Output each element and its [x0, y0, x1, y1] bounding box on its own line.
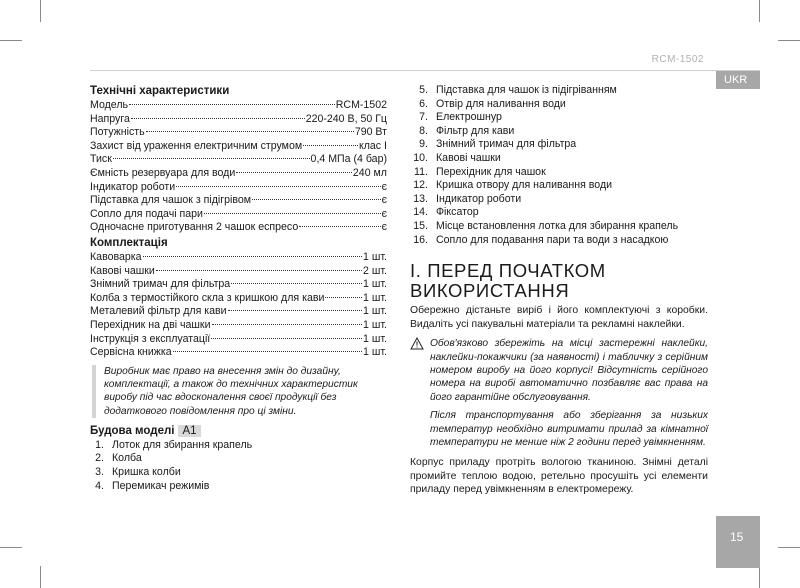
spec-row-value: є — [381, 180, 387, 193]
build-list-left — [90, 439, 387, 493]
build-list-right — [410, 84, 708, 247]
part-name: Індикатор роботи — [436, 192, 522, 205]
part-list-item — [410, 152, 708, 166]
build-title-text: Будова моделі — [90, 424, 175, 437]
kit-row-label: Інструкція з експлуатації — [90, 332, 211, 345]
part-number: 7. — [419, 111, 428, 124]
kit-row-value: 2 шт. — [363, 264, 387, 277]
part-name: Лоток для збирання крапель — [112, 438, 253, 451]
dot-leader — [325, 297, 362, 298]
kit-row-label: Колба з термостійкого скла з кришкою для кави — [90, 291, 325, 304]
final-paragraph: Корпус приладу протріть вологою тканиною. Знімні деталі промийте теплою водою, ретельно просушіть усі елементи приладу перед увімкненням в електромережу. — [410, 457, 708, 496]
part-list-item — [410, 193, 708, 207]
kit-row-label: Перехідник на дві чашки — [90, 318, 211, 331]
spec-row — [90, 126, 387, 140]
kit-row — [90, 292, 387, 306]
dot-leader — [173, 351, 362, 352]
part-list-item — [90, 466, 387, 480]
spec-row — [90, 153, 387, 167]
kit-table — [90, 251, 387, 360]
part-name: Місце встановлення лотка для збирання крапель — [436, 219, 679, 232]
kit-row — [90, 346, 387, 360]
part-name: Кавові чашки — [436, 151, 501, 164]
kit-row — [90, 251, 387, 265]
crop-mark — [0, 40, 22, 41]
left-column — [90, 84, 387, 493]
kit-row-label: Кавові чашки — [90, 264, 155, 277]
spec-row — [90, 99, 387, 113]
build-title — [90, 424, 387, 439]
part-list-item — [90, 439, 387, 453]
kit-row — [90, 265, 387, 279]
part-list-item — [90, 452, 387, 466]
spec-row-value: 0,4 МПа (4 бар) — [310, 153, 387, 166]
spec-row-label: Тиск — [90, 153, 112, 166]
warning-paragraph-1: Обов'язково збережіть на місці застережні наклейки, наклейки-покажчики (за наявності) і табличку з серійним номером виробу на його корпусі! Відсутність серійного номера на виробі автоматично позбавляє вас права на його гарантійне обслуговування. — [430, 338, 708, 403]
part-number: 9. — [419, 138, 428, 151]
spec-row-value: є — [381, 221, 387, 234]
section-title — [410, 261, 708, 301]
kit-row-value: 1 шт. — [363, 346, 387, 359]
crop-mark — [778, 547, 800, 548]
crop-mark — [40, 0, 41, 22]
kit-row-value: 1 шт. — [363, 291, 387, 304]
dot-leader — [176, 186, 380, 187]
header-rule — [90, 70, 760, 71]
section-title-line2: ВИКОРИСТАННЯ — [410, 280, 570, 302]
part-number: 14. — [413, 206, 428, 219]
part-name: Електрошнур — [436, 111, 502, 124]
part-number: 13. — [413, 192, 428, 205]
part-number: 10. — [413, 151, 428, 164]
crop-mark — [0, 547, 22, 548]
dot-leader — [236, 172, 352, 173]
kit-row-value: 1 шт. — [363, 250, 387, 263]
dot-leader — [156, 270, 362, 271]
spec-row — [90, 140, 387, 154]
part-name: Перехідник для чашок — [436, 165, 546, 178]
kit-row — [90, 333, 387, 347]
crop-mark — [40, 566, 41, 588]
warning-paragraph-2: Після транспортування або зберігання за низьких температур необхідно витримати прилад за кімнатної температури не менше ніж 2 години перед увімкненням. — [430, 410, 708, 448]
part-name: Колба — [112, 452, 142, 465]
part-number: 15. — [413, 219, 428, 232]
spec-row-label: Модель — [90, 99, 129, 111]
part-list-item — [410, 84, 708, 98]
page-number: 15 — [716, 516, 760, 568]
spec-row-label: Сопло для подачі пари — [90, 207, 203, 220]
part-name: Фільтр для кави — [436, 124, 515, 137]
part-number: 6. — [419, 97, 428, 110]
part-number: 1. — [95, 438, 104, 451]
spec-row-label: Напруга — [90, 112, 130, 125]
spec-row-label: Ємність резервуара для води — [90, 166, 236, 179]
part-number: 11. — [414, 165, 428, 178]
crop-mark — [759, 0, 760, 22]
section-title-line1: I. ПЕРЕД ПОЧАТКОМ — [410, 260, 606, 282]
dot-leader — [113, 158, 310, 159]
specs-title: Технічні характеристики — [90, 85, 230, 97]
spec-row — [90, 167, 387, 181]
kit-row-label: Сервісна книжка — [90, 346, 172, 359]
warning-block — [410, 337, 708, 454]
part-name: Підставка для чашок із підігріванням — [436, 84, 617, 96]
specs-table — [90, 99, 387, 235]
manufacturer-note: Виробник має право на внесення змін до дизайну, комплектації, а також до технічних характеристик виробу під час вдосконалення своєї продукції без додаткового повідомлення про ці зміни. — [92, 365, 387, 418]
spec-row-label: Потужність — [90, 126, 145, 139]
kit-row — [90, 278, 387, 292]
spec-row — [90, 181, 387, 195]
part-name: Перемикач режимів — [112, 479, 210, 492]
kit-row — [90, 305, 387, 319]
part-number: 5. — [419, 84, 428, 96]
spec-row-value: клас I — [358, 139, 387, 152]
dot-leader — [129, 104, 335, 105]
part-name: Сопло для подавання пари та води з насадкою — [436, 233, 669, 246]
kit-row-label: Кавоварка — [90, 250, 142, 263]
dot-leader — [131, 118, 305, 119]
language-tab: UKR — [716, 71, 760, 89]
right-column — [410, 84, 708, 497]
spec-row — [90, 194, 387, 208]
spec-row-value: 240 мл — [352, 166, 387, 179]
dot-leader — [204, 213, 381, 214]
kit-row-label: Металевий фільтр для кави — [90, 305, 227, 318]
spec-row-label: Індикатор роботи — [90, 180, 176, 193]
kit-row-label: Знімний тримач для фільтра — [90, 278, 231, 291]
dot-leader — [299, 226, 380, 227]
part-number: 12. — [413, 179, 428, 192]
warning-triangle-icon — [410, 337, 430, 454]
part-number: 3. — [95, 466, 104, 479]
part-list-item — [410, 179, 708, 193]
part-list-item — [410, 220, 708, 234]
kit-row-value: 1 шт. — [363, 332, 387, 345]
spec-row-value: 790 Вт — [354, 126, 387, 139]
part-list-item — [410, 98, 708, 112]
part-name: Отвір для наливання води — [436, 97, 566, 110]
spec-row-label: Захист від ураження електричним струмом — [90, 139, 303, 152]
part-list-item — [410, 234, 708, 248]
part-name: Кришка колби — [112, 466, 181, 479]
part-list-item — [410, 138, 708, 152]
dot-leader — [231, 283, 362, 284]
dot-leader — [143, 256, 363, 257]
spec-row — [90, 113, 387, 127]
header-model-code: RCM-1502 — [651, 54, 704, 65]
spec-row-value: є — [381, 207, 387, 220]
spec-row — [90, 221, 387, 235]
part-number: 4. — [95, 479, 104, 492]
part-list-item — [410, 111, 708, 125]
part-number: 2. — [95, 452, 104, 465]
crop-mark — [759, 566, 760, 588]
kit-row-value: 1 шт. — [363, 305, 387, 318]
dot-leader — [146, 131, 354, 132]
warning-text — [430, 337, 708, 454]
part-name: Фіксатор — [436, 206, 479, 219]
spec-row-value: є — [381, 194, 387, 207]
spec-row-label: Підставка для чашок з підігрівом — [90, 194, 252, 207]
part-list-item — [410, 206, 708, 220]
part-name: Кришка отвору для наливання води — [436, 179, 613, 192]
crop-mark — [778, 40, 800, 41]
spec-row-label: Одночасне приготування 2 чашок еспресо — [90, 221, 299, 234]
dot-leader — [228, 310, 362, 311]
dot-leader — [252, 199, 381, 200]
spec-row — [90, 208, 387, 222]
part-list-item — [410, 166, 708, 180]
dot-leader — [303, 145, 358, 146]
build-figure-badge: А1 — [178, 425, 200, 437]
part-name: Знімний тримач для фільтра — [436, 138, 577, 151]
part-number: 16. — [413, 233, 428, 246]
spec-row-value: 220-240 В, 50 Гц — [305, 112, 387, 125]
spec-row-value: RCM-1502 — [335, 99, 387, 111]
part-list-item — [90, 480, 387, 494]
kit-row-value: 1 шт. — [363, 278, 387, 291]
dot-leader — [212, 324, 363, 325]
kit-title: Комплектація — [90, 236, 168, 249]
kit-row-value: 1 шт. — [363, 318, 387, 331]
part-number: 8. — [419, 124, 428, 137]
dot-leader — [211, 338, 362, 339]
kit-row — [90, 319, 387, 333]
part-list-item — [410, 125, 708, 139]
intro-paragraph: Обережно дістаньте виріб і його комплектуючі з коробки. Видаліть усі пакувальні матеріали та рекламні наклейки. — [410, 305, 708, 330]
